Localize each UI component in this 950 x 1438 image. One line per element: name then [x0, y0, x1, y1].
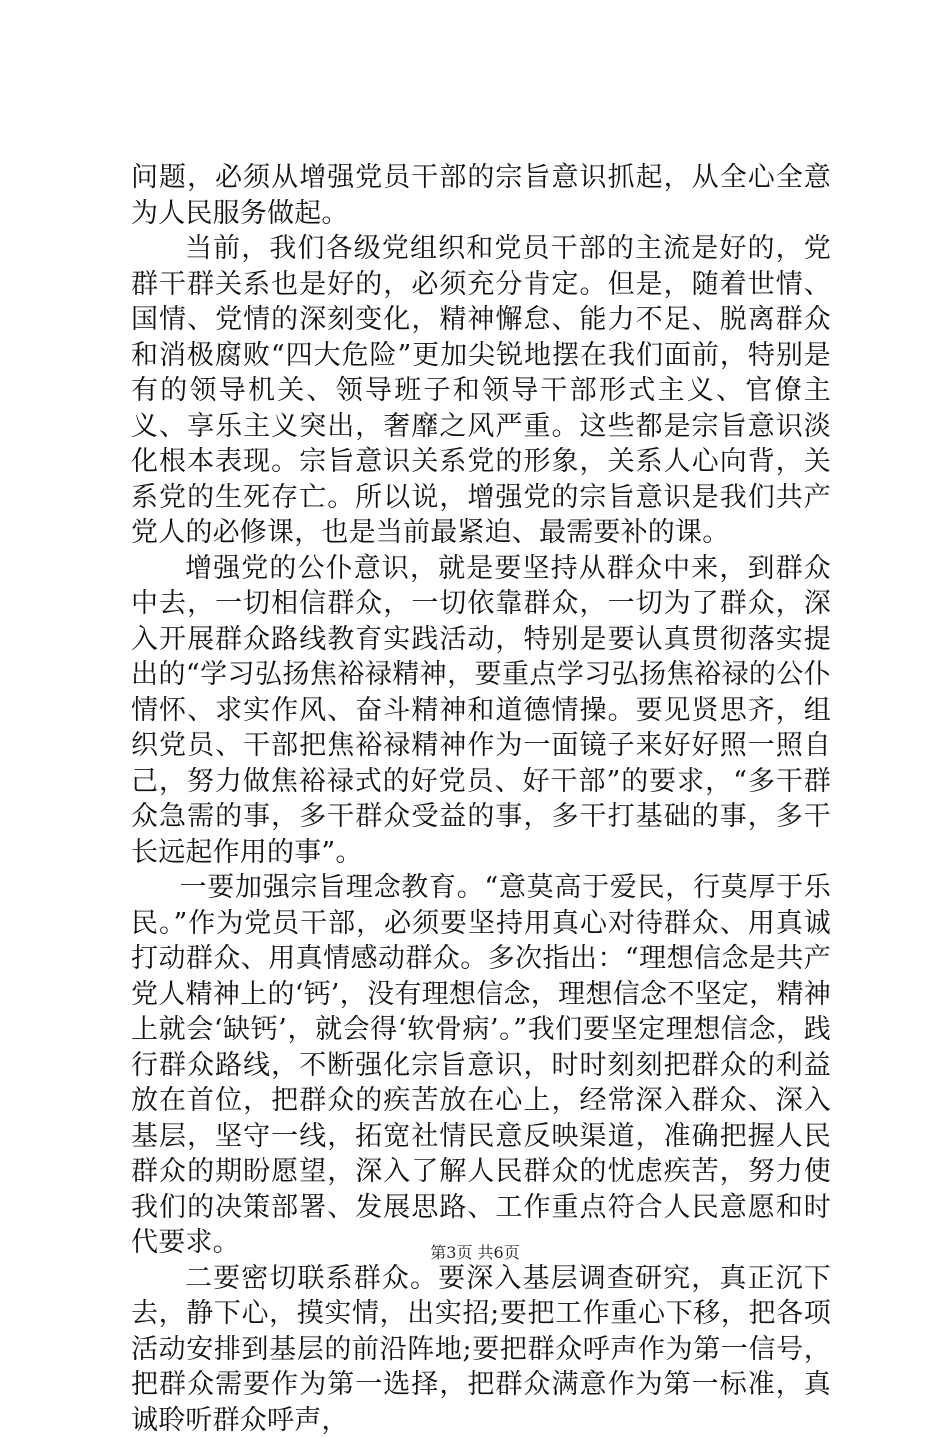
- paragraph-point-two: 二要密切联系群众。要深入基层调查研究，真正沉下去，静下心，摸实情，出实招;要把工作重心下移，把各项活动安排到基层的前沿阵地;要把群众呼声作为第一信号，把群众需要作为第一选择，把群众满意作为第一标准，真诚聆听群众呼声，: [131, 1261, 831, 1438]
- paragraph-point-one: 一要加强宗旨理念教育。“意莫高于爱民，行莫厚于乐民。”作为党员干部，必须要坚持用真心对待群众、用真诚打动群众、用真情感动群众。多次指出：“理想信念是共产党人精神上的‘钙’，没有理想信念，理想信念不坚定，精神上就会‘缺钙’，就会得‘软骨病’。”我们要坚定理想信念，践行群众路线，不断强化宗旨意识，时时刻刻把群众的利益放在首位，把群众的疾苦放在心上，经常深入群众、深入基层，坚守一线，拓宽社情民意反映渠道，准确把握人民群众的期盼愿望，深入了解人民群众的忧虑疾苦，努力使我们的决策部署、发展思路、工作重点符合人民意愿和时代要求。: [131, 870, 831, 1261]
- page-footer: 第3页 共6页: [0, 1240, 950, 1263]
- paragraph-continuation: 问题，必须从增强党员干部的宗旨意识抓起，从全心全意为人民服务做起。: [131, 160, 831, 231]
- paragraph-public-servant-awareness: 增强党的公仆意识，就是要坚持从群众中来，到群众中去，一切相信群众，一切依靠群众，一切为了群众，深入开展群众路线教育实践活动，特别是要认真贯彻落实提出的“学习弘扬焦裕禄精神，要重点学习弘扬焦裕禄的公仆情怀、求实作风、奋斗精神和道德情操。要见贤思齐，组织党员、干部把焦裕禄精神作为一面镜子来好好照一照自己，努力做焦裕禄式的好党员、好干部”的要求，“多干群众急需的事，多干群众受益的事，多干打基础的事，多干长远起作用的事”。: [131, 551, 831, 871]
- paragraph-current-situation: 当前，我们各级党组织和党员干部的主流是好的，党群干群关系也是好的，必须充分肯定。但是，随着世情、国情、党情的深刻变化，精神懈怠、能力不足、脱离群众和消极腐败“四大危险”更加尖锐地摆在我们面前，特别是有的领导机关、领导班子和领导干部形式主义、官僚主义、享乐主义突出，奢靡之风严重。这些都是宗旨意识淡化根本表现。宗旨意识关系党的形象，关系人心向背，关系党的生死存亡。所以说，增强党的宗旨意识是我们共产党人的必修课，也是当前最紧迫、最需要补的课。: [131, 231, 831, 551]
